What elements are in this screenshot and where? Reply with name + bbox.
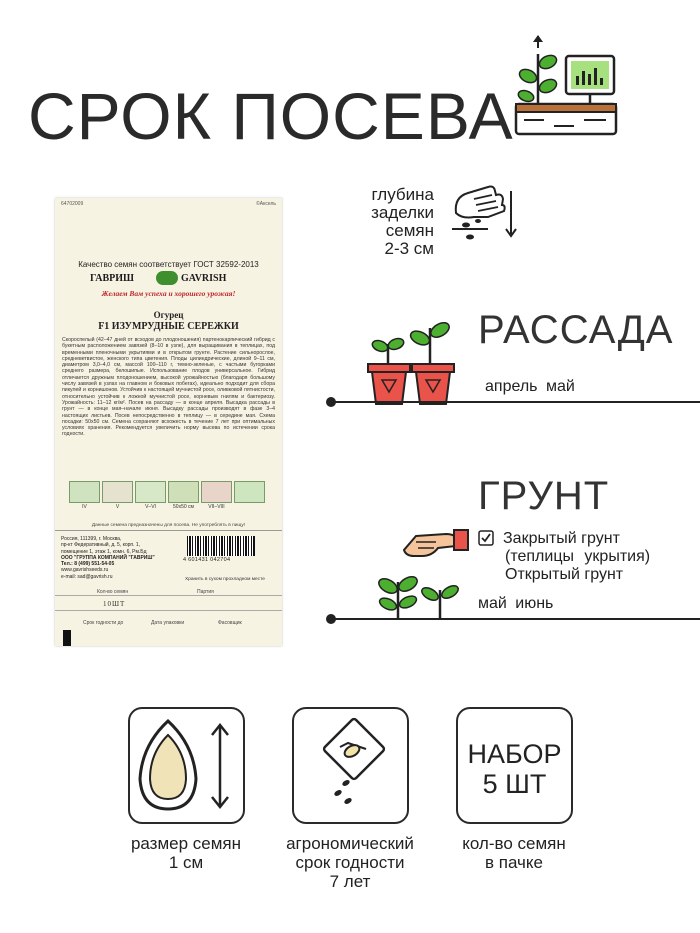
hand-planting-icon <box>376 528 472 624</box>
step-image <box>135 481 166 503</box>
shelf-life-caption <box>264 834 436 891</box>
divider <box>55 595 282 596</box>
marker-block <box>63 630 71 646</box>
packet-step <box>135 481 166 510</box>
address-line: e-mail: sad@gavrish.ru <box>61 573 113 580</box>
expiry-label: Срок годности до <box>83 620 124 626</box>
step-image <box>234 481 265 503</box>
ground-months: май июнь <box>478 595 554 612</box>
hand-sowing-icon <box>448 183 520 247</box>
step-label: IV <box>82 504 87 510</box>
packet-top-right: ©Аксель <box>256 201 276 207</box>
seed-size-box <box>128 707 245 824</box>
shelf-life-box <box>292 707 409 824</box>
page-title: СРОК ПОСЕВА <box>28 79 514 153</box>
checkbox-icon <box>478 530 494 546</box>
step-label: VII–VIII <box>208 504 225 510</box>
address-line: Тел.: 8 (499) 551-54-05 <box>61 561 115 568</box>
packet-step <box>102 481 133 510</box>
packet-wish: Желаем Вам успеха и хорошего урожая! <box>101 289 236 298</box>
barcode <box>187 536 255 556</box>
packet-crop: Огурец <box>153 310 184 320</box>
caption-line: агрономический <box>286 834 414 853</box>
divider <box>55 530 282 531</box>
packet-step <box>234 481 265 510</box>
caption-line: 1 см <box>168 853 204 872</box>
ground-option-greenhouse: (теплицы укрытия) <box>505 548 651 565</box>
sowing-depth-text <box>366 186 434 258</box>
seed-packet-image <box>55 198 282 646</box>
address-line: пр-кт Федеративный, д. 5, корп. 1, <box>61 542 141 549</box>
step-label: V <box>115 504 120 510</box>
seedling-title: РАССАДА <box>478 308 674 352</box>
step-image <box>69 481 100 503</box>
packet-quality: Качество семян соответствует ГОСТ 32592-2013 <box>78 260 259 269</box>
packet-note: Данные семена предназначены для посева. Не употреблять в пищу! <box>91 523 246 528</box>
seedling-pots-icon <box>366 318 458 408</box>
caption-line: срок годности <box>295 853 405 872</box>
caption-line: 7 лет <box>329 872 371 891</box>
step-image <box>168 481 199 503</box>
packet-code: 64702009 <box>61 201 84 207</box>
seedling-months: апрель май <box>485 378 575 395</box>
brand-logo-icon <box>156 271 178 285</box>
caption-line: в пачке <box>485 853 543 872</box>
packet-steps <box>69 481 269 515</box>
ground-timeline <box>332 618 700 620</box>
brand-left: ГАВРИШ <box>90 273 135 284</box>
packet-step <box>201 481 232 510</box>
address-line: помещение 1, этаж 1, комн. 6, Рм.Бд <box>61 548 147 555</box>
set-label: НАБОР <box>467 739 562 769</box>
count-value: 10ШТ <box>103 600 126 608</box>
set-count: 5 ШТ <box>482 769 547 799</box>
divider <box>55 610 282 611</box>
barcode-number: 4 601431 042704 <box>183 557 231 563</box>
packet-variety: F1 ИЗУМРУДНЫЕ СЕРЕЖКИ <box>98 321 239 332</box>
ground-title: ГРУНТ <box>478 474 610 518</box>
depth-line: семян <box>385 221 434 240</box>
set-icon <box>458 739 571 799</box>
seed-size-caption <box>104 834 268 872</box>
packet-address <box>61 536 179 580</box>
address-line: ООО "ГРУППА КОМПАНИЙ "ГАВРИШ" <box>61 554 155 561</box>
packet-description: Скороспелый (42–47 дней от всходов до плодоношения) партенокарпический гибрид с букетным расположением завязей (8–10 в узле), для выращивания в теплицах, под временными пленочными укрытиями и в открытом грунте. Растение сильнорослое, средневетвистое, женского типа цветения. Плоды цилиндрические, длиной 9–11 см, диаметром 3,0–4,0 см, массой 100–110 г, темно-зеленые, с частыми бугорками среднего размера, белошипые. Использование плодов универсальное. Гибрид отличается дружным плодоношением, высокой урожайностью (благодаря большому числу завязей в узлах на главном и боковых побегах), идеально подходит для сбора пикулей и корнишонов. Устойчив к настоящей мучнистой росе, оливковой пятнистости, относительно устойчив к ложной мучнистой росе, корневым гнилям и бактериозу. Урожайность: 11–12 кг/м². Посев на рассаду — в конце апреля. Высадка рассады в грунт — в конце мая–начале июня. Высадку рассады производят в фазе 3–4 настоящих листьев. Посев непосредственно в теплицу — в середине мая. Схема посадки: 50х50 см. Семена сохраняют всхожесть в течение 7 лет при оптимальных условиях хранения. Рекомендуется увеличить норму высева по истечении срока годности. <box>62 337 275 438</box>
set-box <box>456 707 573 824</box>
lot-label: Партия <box>197 589 214 595</box>
caption-line: размер семян <box>130 834 242 853</box>
brand-right: GAVRISH <box>181 273 227 284</box>
depth-line: заделки <box>371 203 434 222</box>
ground-option-open: Открытый грунт <box>505 566 624 583</box>
address-line: Россия, 111399, г. Москва, <box>61 536 122 542</box>
step-label: 50х50 см <box>173 504 194 510</box>
count-label: Кол-во семян <box>97 589 129 595</box>
packet-brand <box>55 271 282 287</box>
seedling-timeline <box>332 401 700 403</box>
address-line: www.gavrishseeds.ru <box>61 567 109 574</box>
packet-step <box>168 481 199 510</box>
packet-step <box>69 481 100 510</box>
ground-option-closed: Закрытый грунт <box>503 530 620 547</box>
step-image <box>201 481 232 503</box>
sprout-monitor-icon <box>514 34 618 138</box>
depth-line: 2-3 см <box>384 239 434 258</box>
pack-date-label: Дата упаковки <box>151 620 185 626</box>
packet-storage: Хранить в сухом прохладном месте <box>185 577 265 582</box>
step-label: V–VI <box>145 504 156 510</box>
seed-size-icon <box>130 709 243 822</box>
depth-line: глубина <box>371 185 434 204</box>
packer-label: Фасовщик <box>218 620 242 626</box>
seed-count-caption <box>432 834 596 872</box>
step-image <box>102 481 133 503</box>
caption-line: кол-во семян <box>462 834 566 853</box>
seed-packet-icon <box>294 709 407 822</box>
